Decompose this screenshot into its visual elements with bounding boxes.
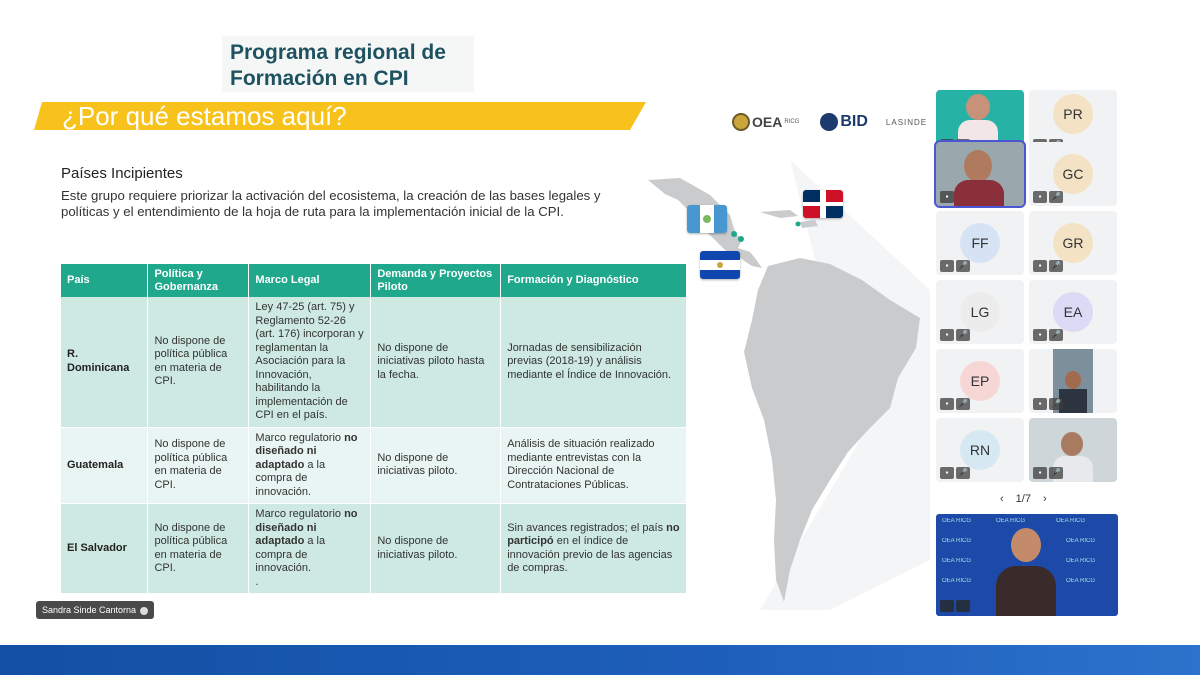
program-title-line2: Formación en CPI [230, 67, 409, 90]
logos-row [732, 110, 928, 134]
countries-table [61, 264, 687, 594]
participant-tile[interactable] [1029, 349, 1117, 413]
el-salvador-flag-icon [700, 251, 740, 279]
header-demanda: Demanda y Proyectos Piloto [371, 264, 501, 297]
participant-tile[interactable] [936, 280, 1024, 344]
table-row [61, 504, 687, 594]
video-icon[interactable]: ▪ [1033, 329, 1047, 341]
video-icon[interactable]: ▪ [940, 260, 954, 272]
mic-muted-icon[interactable]: 🎤 [1049, 260, 1063, 272]
mic-muted-icon[interactable]: 🎤 [956, 260, 970, 272]
avatar: LG [960, 292, 1000, 332]
americas-map [640, 140, 930, 610]
participant-tile[interactable] [936, 349, 1024, 413]
cell-demand: No dispone de iniciativas piloto. [371, 504, 501, 594]
legal-text-bold: no diseñado ni adaptado [255, 431, 358, 471]
section-description: Este grupo requiere priorizar la activación del ecosistema, la creación de las bases legales y políticas y el entendimiento de la hoja de ruta para la implementación inicial de la CPI. [61, 188, 601, 219]
video-icon[interactable]: ▪ [1033, 398, 1047, 410]
watermark: OEA RICG [1066, 578, 1096, 584]
header-pais: País [61, 264, 148, 297]
video-icon[interactable]: ▪ [940, 329, 954, 341]
presenter-video[interactable] [936, 514, 1118, 616]
cell-policy: No dispone de política pública en materia de CPI. [148, 297, 249, 427]
bid-logo [820, 113, 868, 131]
watermark: OEA RICG [1066, 538, 1096, 544]
training-text-pre: Sin avances registrados; el país [507, 521, 664, 534]
mic-muted-icon[interactable]: 🎤 [1049, 398, 1063, 410]
table-row [61, 427, 687, 504]
bid-mark-icon [820, 113, 838, 131]
presenter-figure [996, 528, 1056, 616]
cell-legal: Ley 47-25 (art. 75) y Reglamento 52-26 (art. 176) incorporan y reglamentan la Asociación para la Innovación, habilitando la implementación de CPI en el país. [249, 297, 371, 427]
prev-page-button[interactable]: ‹ [1000, 493, 1004, 505]
banner-title: ¿Por qué estamos aquí? [62, 101, 347, 131]
avatar: RN [960, 430, 1000, 470]
cell-country: R. Dominicana [61, 297, 148, 427]
next-page-button[interactable]: › [1042, 493, 1047, 505]
cell-training: Análisis de situación realizado mediante entrevistas con la Dirección Nacional de Contrataciones Públicas. [501, 427, 687, 504]
speaker-name: Sandra Sinde Cantorna [42, 605, 137, 615]
mic-muted-icon[interactable] [956, 600, 970, 612]
legal-text-post: a la compra de innovación. [255, 458, 326, 498]
speaker-icon [140, 607, 148, 615]
guatemala-flag-icon [687, 205, 727, 233]
mic-muted-icon[interactable]: 🎤 [956, 329, 970, 341]
watermark: OEA RICG [1066, 558, 1096, 564]
participant-tile-selected[interactable] [936, 142, 1024, 206]
cell-legal [249, 504, 371, 594]
watermark: OEA RICG [942, 578, 972, 584]
avatar: PR [1053, 94, 1093, 134]
participants-pager [1000, 493, 1047, 505]
mic-muted-icon[interactable]: 🎤 [956, 467, 970, 479]
header-politica: Política y Gobernanza [148, 264, 249, 297]
program-title-line1: Programa regional de [230, 41, 446, 64]
section-title: Países Incipientes [61, 165, 183, 182]
watermark: OEA RICG [1056, 518, 1086, 524]
table-header-row [61, 264, 687, 297]
video-icon[interactable]: ▪ [940, 467, 954, 479]
participant-tile[interactable] [1029, 142, 1117, 206]
watermark: OEA RICG [996, 518, 1026, 524]
watermark: OEA RICG [942, 558, 972, 564]
avatar: GC [1053, 154, 1093, 194]
page-indicator: 1/7 [1015, 493, 1031, 505]
bid-logo-text: BID [840, 113, 868, 130]
oea-logo-text: OEA [752, 114, 783, 130]
program-title [222, 36, 474, 92]
participant-tile[interactable] [1029, 211, 1117, 275]
video-icon[interactable]: ▪ [1033, 191, 1047, 203]
cell-policy: No dispone de política pública en materia de CPI. [148, 504, 249, 594]
banner [34, 102, 646, 130]
mic-muted-icon[interactable]: 🎤 [1049, 191, 1063, 203]
signal-icon [940, 600, 954, 612]
header-formacion: Formación y Diagnóstico [501, 264, 687, 297]
header-marco-legal: Marco Legal [249, 264, 371, 297]
participant-tile[interactable] [936, 418, 1024, 482]
video-icon[interactable]: ▪ [940, 398, 954, 410]
participants-panel [930, 90, 1125, 620]
mic-muted-icon[interactable]: 🎤 [1049, 467, 1063, 479]
training-text-bold: no participó [507, 521, 680, 547]
video-icon[interactable]: ▪ [1033, 467, 1047, 479]
footer-band [0, 645, 1200, 675]
dominican-republic-flag-icon [803, 190, 843, 218]
training-text-post: en el índice de innovación previo de las agencias de compras. [507, 535, 673, 574]
cell-training: Jornadas de sensibilización previas (2018-19) y análisis mediante el Índice de Innovación. [501, 297, 687, 427]
lasinde-logo: LASINDE [885, 117, 928, 127]
mic-muted-icon[interactable]: 🎤 [1049, 329, 1063, 341]
cell-policy: No dispone de política pública en materia de CPI. [148, 427, 249, 504]
watermark: OEA RICG [942, 538, 972, 544]
participant-tile[interactable] [1029, 418, 1117, 482]
legal-text-pre: Marco regulatorio [255, 431, 341, 444]
avatar: FF [960, 223, 1000, 263]
video-icon[interactable]: ▪ [1033, 260, 1047, 272]
avatar: EP [960, 361, 1000, 401]
oea-logo-sub: RICG [784, 118, 800, 125]
cell-demand: No dispone de iniciativas piloto hasta la fecha. [371, 297, 501, 427]
cell-legal [249, 427, 371, 504]
legal-text-pre: Marco regulatorio [255, 508, 341, 520]
cell-country: El Salvador [61, 504, 148, 594]
oea-logo [732, 113, 806, 131]
participant-tile[interactable] [1029, 280, 1117, 344]
table-row [61, 297, 687, 427]
mic-muted-icon[interactable]: 🎤 [956, 398, 970, 410]
watermark: OEA RICG [942, 518, 972, 524]
cell-demand: No dispone de iniciativas piloto. [371, 427, 501, 504]
legal-text-extra: . [255, 575, 259, 588]
active-speaker-tag [36, 601, 154, 619]
avatar: EA [1053, 292, 1093, 332]
oea-seal-icon [732, 113, 750, 131]
avatar: GR [1053, 223, 1093, 263]
participant-tile[interactable] [936, 211, 1024, 275]
legal-text-post: a la compra de innovación. [255, 535, 326, 574]
legal-text-bold: no diseñado ni adaptado [255, 508, 358, 547]
video-icon[interactable]: ▪ [940, 191, 954, 203]
cell-country: Guatemala [61, 427, 148, 504]
